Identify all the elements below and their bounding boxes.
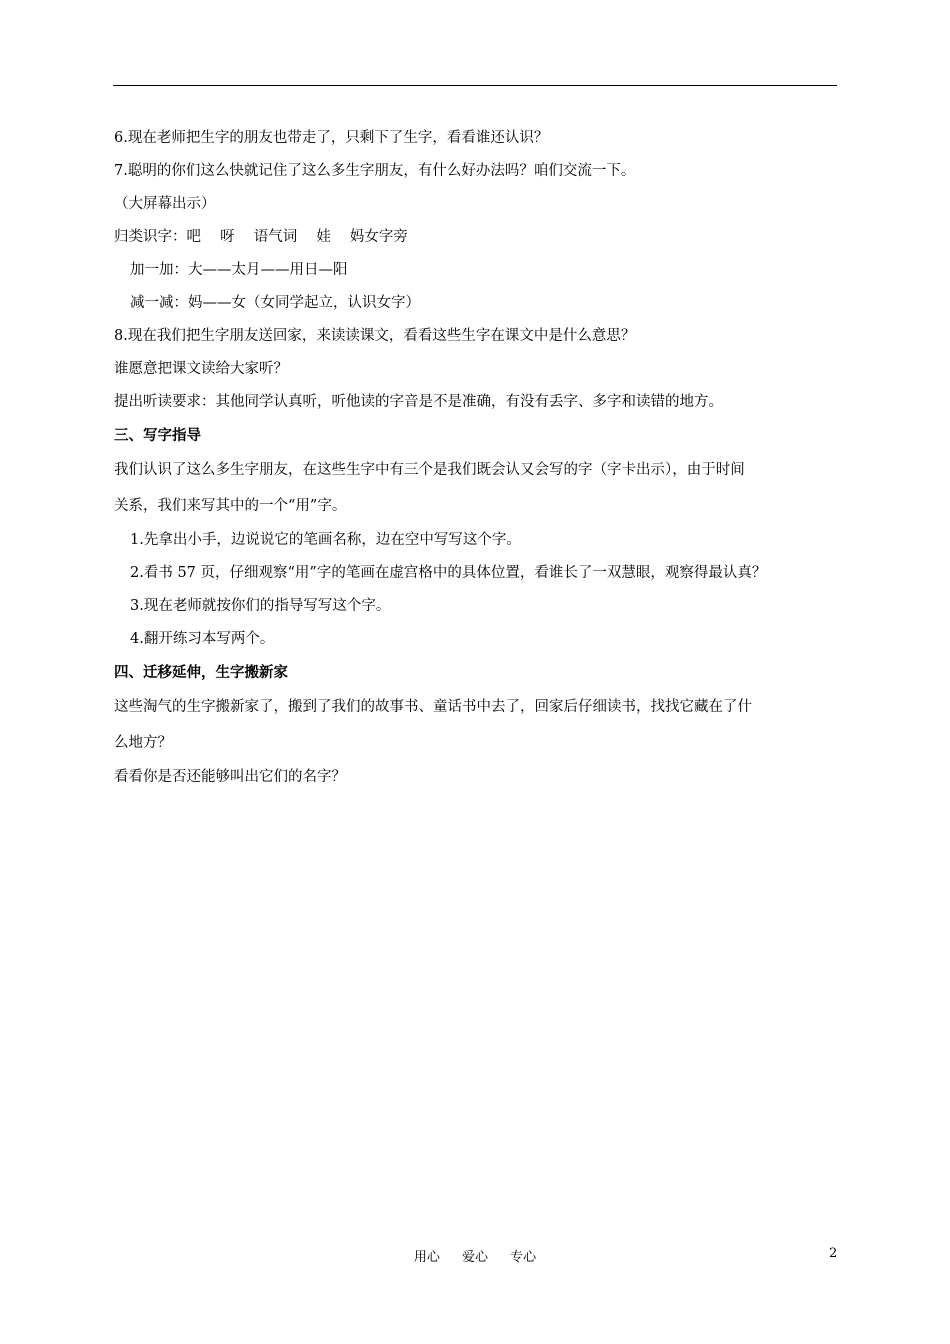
paragraph-listen-requirements: 提出听读要求：其他同学认真听，听他读的字音是不是准确，有没有丢字、多字和读错的地方。: [114, 394, 723, 410]
paragraph-step-8: 8.现在我们把生字朋友送回家，来读读课文，看看这些生字在课文中是什么意思？: [114, 328, 636, 344]
paragraph-writing-step-1: 1.先拿出小手，边说说它的笔画名称，边在空中写写这个字。: [130, 532, 521, 548]
paragraph-writing-step-4: 4.翻开练习本写两个。: [130, 631, 275, 647]
paragraph-subtract-chars: 减一减：妈——女（女同学起立，认识女字）: [130, 295, 420, 311]
paragraph-read-aloud: 谁愿意把课文读给大家听？: [114, 361, 288, 377]
paragraph-writing-step-3: 3.现在老师就按你们的指导写写这个字。: [130, 598, 391, 614]
paragraph-add-chars: 加一加：大——太月——用日—阳: [130, 262, 348, 278]
section-heading-extension: 四、迁移延伸，生字搬新家: [114, 664, 288, 681]
footer-motto-1: 用心: [413, 1250, 440, 1265]
paragraph-step-6: 6.现在老师把生字的朋友也带走了，只剩下了生字，看看谁还认识？: [114, 130, 549, 146]
paragraph-writing-step-2: 2.看书 57 页，仔细观察“用”字的笔画在虚宫格中的具体位置，看谁长了一双慧眼，观察得最认真？: [130, 565, 767, 581]
header-rule: [113, 85, 837, 86]
paragraph-screen-note: （大屏幕出示）: [114, 196, 216, 212]
footer-motto-2: 爱心: [461, 1250, 488, 1265]
footer-motto: [0, 1246, 950, 1265]
paragraph-writing-intro-1: 我们认识了这么多生字朋友，在这些生字中有三个是我们既会认又会写的字（字卡出示），由于时间: [114, 462, 745, 478]
section-heading-writing: 三、写字指导: [114, 427, 201, 444]
paragraph-extension-2: 么地方？: [114, 735, 172, 751]
page-footer: [0, 1246, 950, 1270]
footer-motto-3: 专心: [510, 1250, 537, 1265]
document-body: [114, 122, 844, 794]
paragraph-writing-intro-2: 关系，我们来写其中的一个“用”字。: [114, 498, 347, 514]
page-number: 2: [829, 1246, 838, 1261]
paragraph-classify-chars: 归类识字：吧 呀 语气词 娃 妈女字旁: [114, 229, 408, 245]
paragraph-step-7: 7.聪明的你们这么快就记住了这么多生字朋友，有什么好办法吗？咱们交流一下。: [114, 163, 636, 179]
paragraph-extension-1: 这些淘气的生字搬新家了，搬到了我们的故事书、童话书中去了，回家后仔细读书，找找它藏在了什: [114, 699, 752, 715]
paragraph-extension-3: 看看你是否还能够叫出它们的名字？: [114, 769, 346, 785]
